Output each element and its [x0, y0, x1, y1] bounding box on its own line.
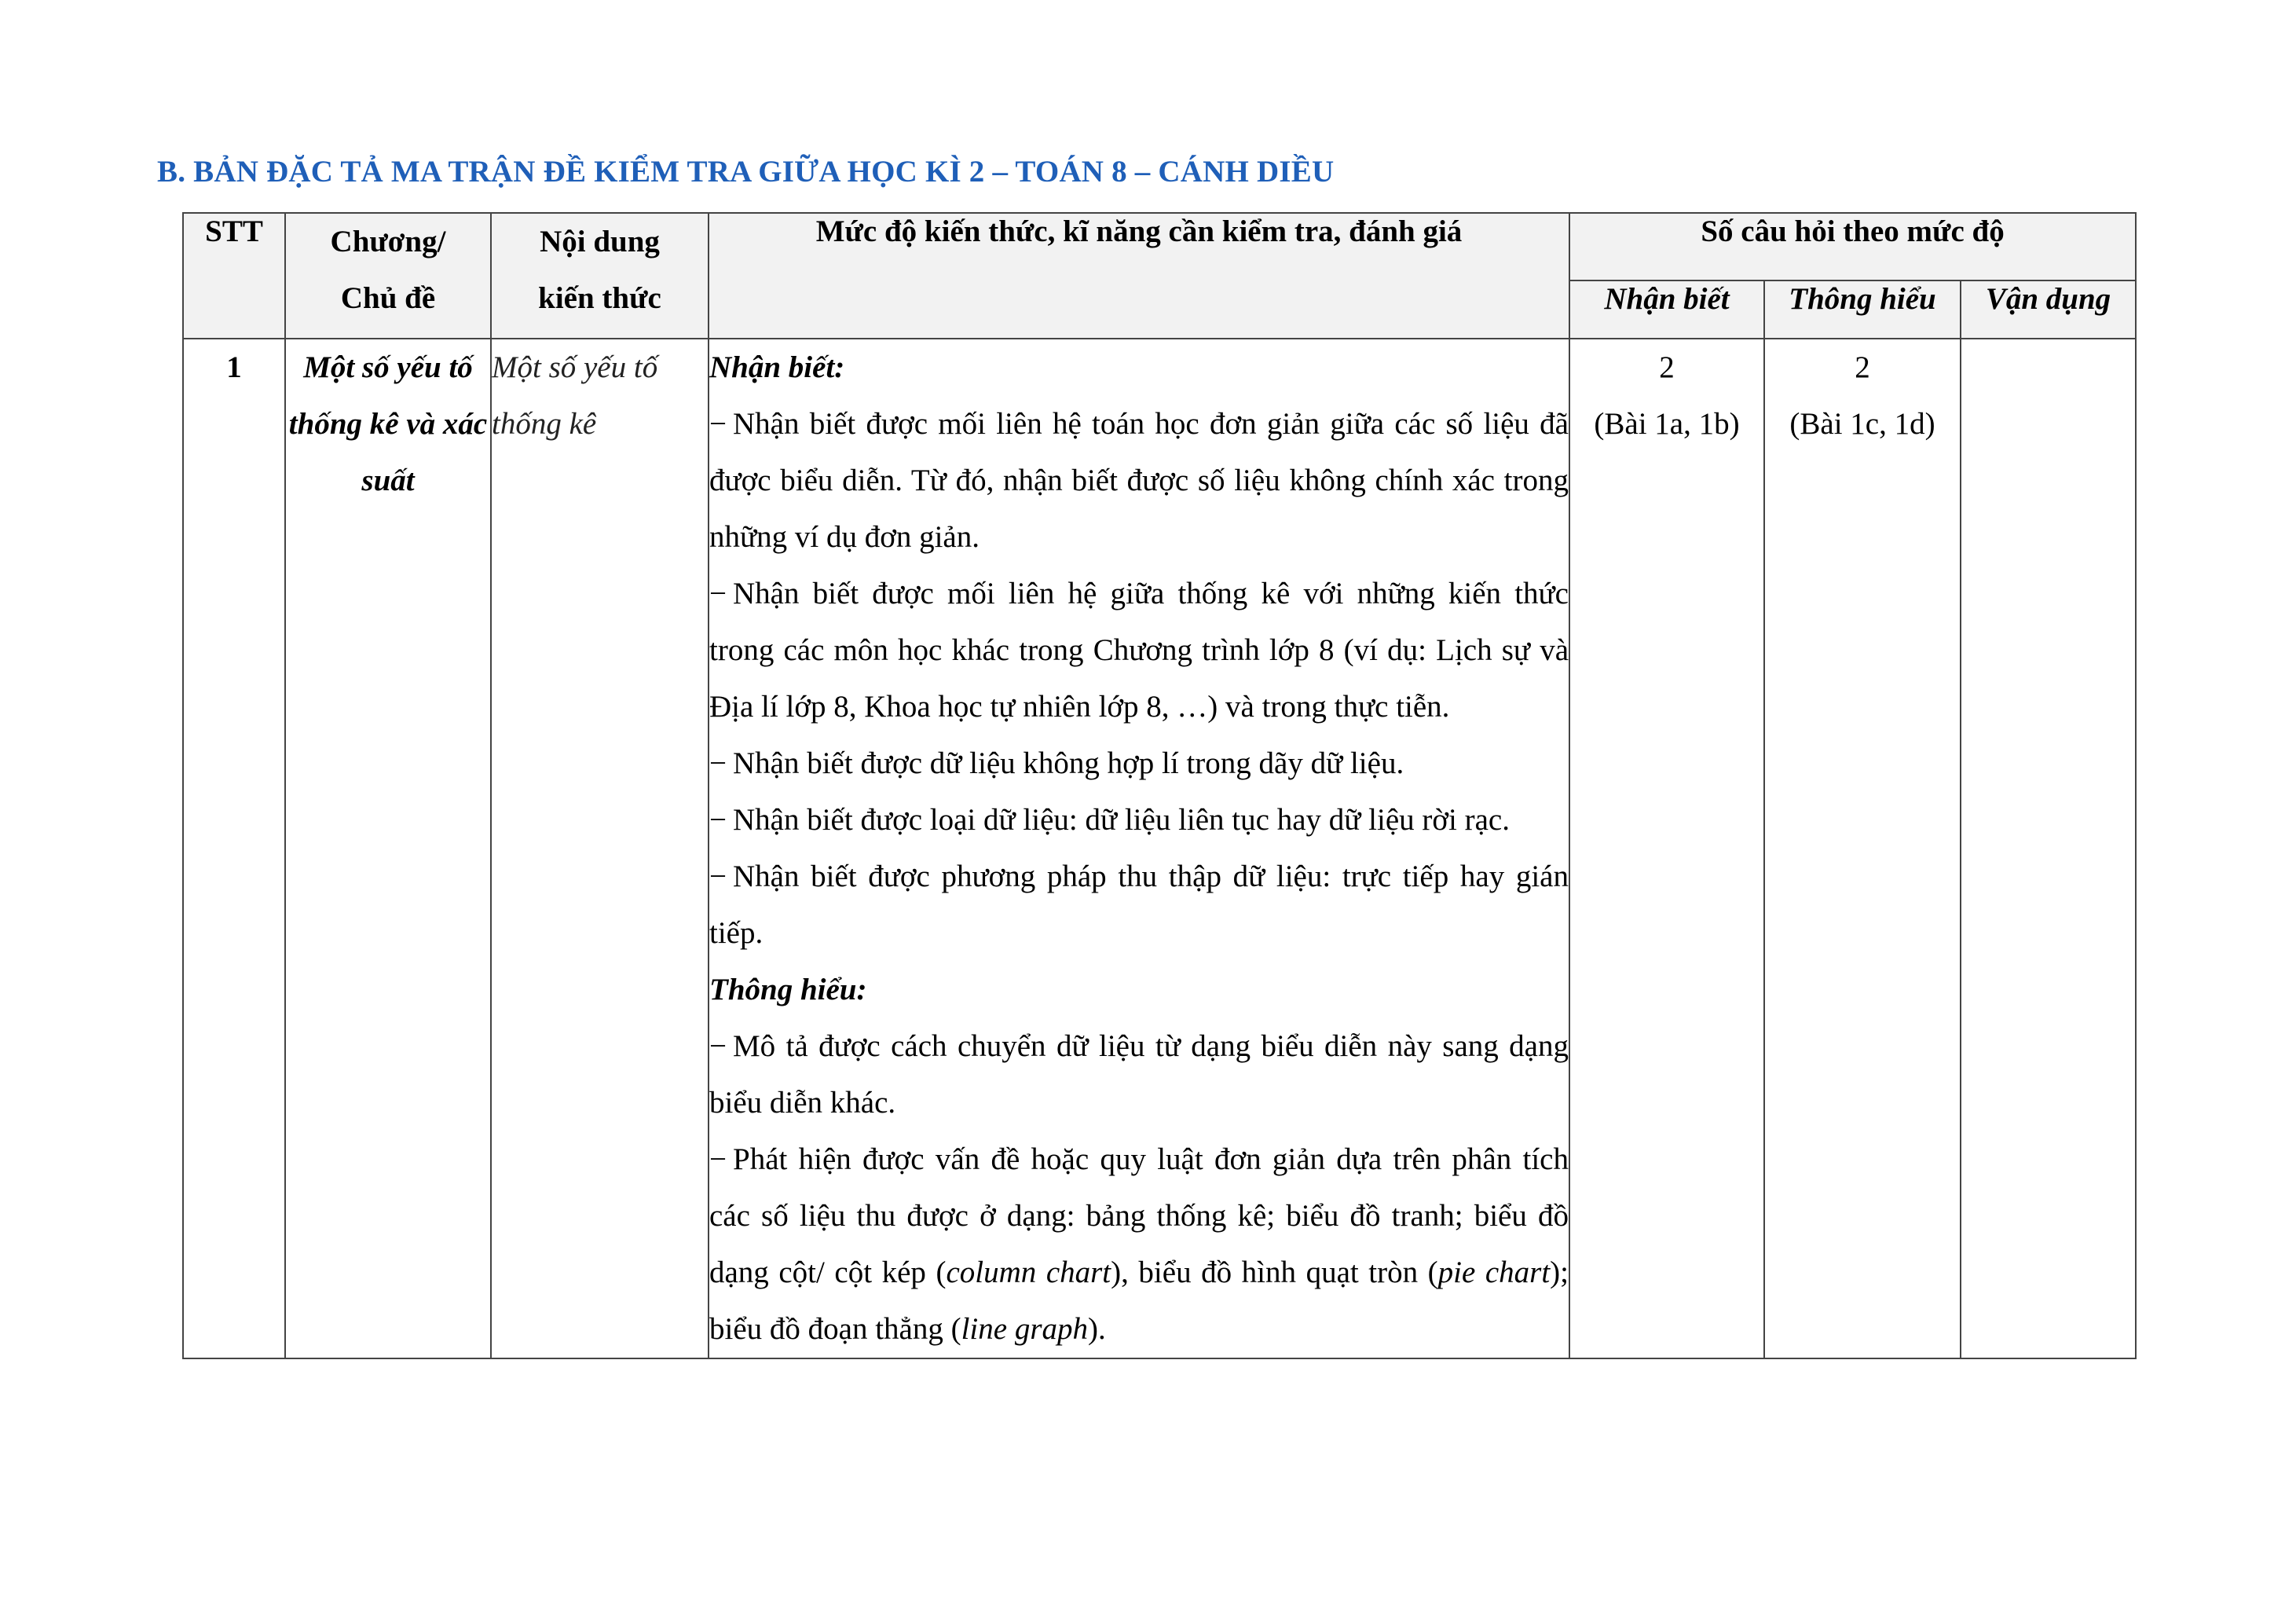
- nhan-biet-item: − Nhận biết được phương pháp thu thập dữ liệu: trực tiếp hay gián tiếp.: [709, 860, 1569, 950]
- thong-hieu-item: − Mô tả được cách chuyển dữ liệu từ dạng biểu diễn này sang dạng biểu diễn khác.: [709, 1029, 1569, 1120]
- header-thong-hieu: Thông hiểu: [1764, 280, 1961, 339]
- header-stt: STT: [183, 213, 285, 339]
- header-content-line1: Nội dung: [540, 225, 660, 258]
- header-content: [491, 213, 709, 339]
- header-chapter: [285, 213, 491, 339]
- row-chapter: Một số yếu tố thống kê và xác suất: [285, 339, 491, 1358]
- thong-hieu-item: − Phát hiện được vấn đề hoặc quy luật đơn giản dựa trên phân tích các số liệu thu được ở dạng: bảng thống kê; biểu đồ tranh; biểu đồ dạng cột/ cột kép (column chart), biểu đồ hình quạt tròn (pie chart); biểu đồ đoạn thẳng (line graph).: [709, 1142, 1569, 1346]
- header-count-group: Số câu hỏi theo mức độ: [1569, 213, 2136, 280]
- nhan-biet-item: − Nhận biết được loại dữ liệu: dữ liệu liên tục hay dữ liệu rời rạc.: [709, 803, 1510, 837]
- nhan-biet-heading: Nhận biết:: [709, 350, 845, 384]
- header-content-line2: kiến thức: [538, 281, 661, 315]
- header-nhan-biet: Nhận biết: [1569, 280, 1764, 339]
- nhan-biet-item: − Nhận biết được mối liên hệ toán học đơn giản giữa các số liệu đã được biểu diễn. Từ đó, nhận biết được số liệu không chính xác trong những ví dụ đơn giản.: [709, 407, 1569, 554]
- spec-table: [182, 212, 2137, 1359]
- nhan-biet-item: − Nhận biết được mối liên hệ giữa thống kê với những kiến thức trong các môn học khác trong Chương trình lớp 8 (ví dụ: Lịch sự và Địa lí lớp 8, Khoa học tự nhiên lớp 8, …) và trong thực tiễn.: [709, 577, 1569, 724]
- row-content: Một số yếu tố thống kê: [491, 339, 709, 1358]
- row-count-nhan-biet: 2 (Bài 1a, 1b): [1569, 339, 1764, 1358]
- page-title: B. BẢN ĐẶC TẢ MA TRẬN ĐỀ KIỂM TRA GIỮA HỌC KÌ 2 – TOÁN 8 – CÁNH DIỀU: [157, 155, 1335, 189]
- row-count-van-dung: [1961, 339, 2136, 1358]
- nhan-biet-item: − Nhận biết được dữ liệu không hợp lí trong dãy dữ liệu.: [709, 746, 1404, 780]
- header-van-dung: Vận dụng: [1961, 280, 2136, 339]
- thong-hieu-heading: Thông hiểu:: [709, 973, 867, 1006]
- header-level: Mức độ kiến thức, kĩ năng cần kiểm tra, đánh giá: [709, 213, 1569, 339]
- table-row: [183, 339, 2136, 1358]
- header-chapter-line1: Chương/: [330, 225, 446, 258]
- header-chapter-line2: Chủ đề: [340, 281, 436, 315]
- row-level-description: [709, 339, 1569, 1358]
- row-count-thong-hieu: 2 (Bài 1c, 1d): [1764, 339, 1961, 1358]
- row-stt: 1: [183, 339, 285, 1358]
